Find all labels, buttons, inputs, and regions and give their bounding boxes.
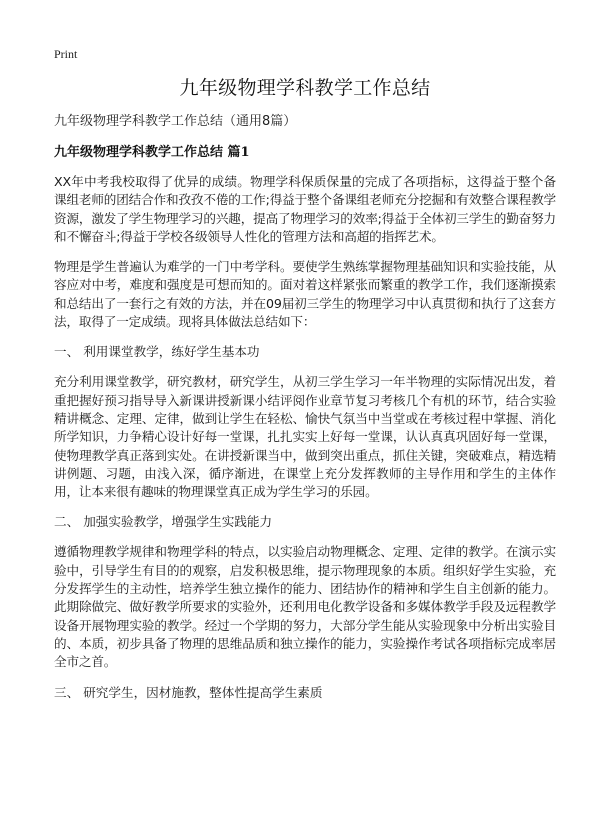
paragraph-classroom-teaching: 充分利用课堂教学，研究教材，研究学生，从初三学生学习一年半物理的实际情况出发，着重把握好预习指导导入新课讲授新课小结评阅作业章节复习考核几个有机的环节，结合实验精讲概念、定理、定律，做到让学生在轻松、愉快气氛当中当堂或在考核过程中掌握、消化所学知识，力争精心设计好每一堂课，扎扎实实上好每一堂课，认认真真巩固好每一堂课，使物理教学真正落到实处。在讲授新课当中，做到突出重点，抓住关键，突破难点，精选精讲例题、习题，由浅入深，循序渐进，在课堂上充分发挥教师的主导作用和学生的主体作用，让本来很有趣味的物理课堂真正成为学生学习的乐园。 <box>54 374 556 500</box>
document-title: 九年级物理学科教学工作总结 <box>179 77 431 99</box>
print-label: Print <box>54 47 78 61</box>
section-heading: 九年级物理学科教学工作总结 篇1 <box>54 145 250 160</box>
subheading-experiment-teaching: 二、 加强实验教学，增强学生实践能力 <box>54 514 273 530</box>
paragraph-overview: 物理是学生普遍认为难学的一门中考学科。要使学生熟练掌握物理基础知识和实验技能，从容应对中考，难度和强度是可想而知的。面对着这样紧张而繁重的教学工作，我们逐渐摸索和总结出了一套行之有效的方法，并在09届初三学生的物理学习中认真贯彻和执行了这套方法，取得了一定成绩。现将具体做法总结如下： <box>54 259 556 330</box>
subheading-student-research: 三、 研究学生，因材施教，整体性提高学生素质 <box>54 684 323 700</box>
paragraph-experiment-teaching: 遵循物理教学规律和物理学科的特点，以实验启动物理概念、定理、定律的教学。在演示实验中，引导学生有目的的观察，启发积极思维，提示物理现象的本质。组织好学生实验，充分发挥学生的主动性，培养学生独立操作的能力、团结协作的精神和学生自主创新的能力。此期除做完、做好教学所要求的实验外，还利用电化教学设备和多媒体教学手段及远程教学设备开展物理实验的教学。经过一个学期的努力，大部分学生能从实验现象中分析出实验目的、本质，初步具备了物理的思维品质和独立操作的能力，实验操作考试各项指标完成率居全市之首。 <box>54 544 556 670</box>
subheading-classroom-teaching: 一、 利用课堂教学，练好学生基本功 <box>54 344 260 360</box>
paragraph-intro: XX年中考我校取得了优异的成绩。物理学科保质保量的完成了各项指标，这得益于整个备课组老师的团结合作和孜孜不倦的工作;得益于整个备课组老师充分挖掘和有效整合课程教学资源，激发了学生物理学习的兴趣，提高了物理学习的效率;得益于全体初三学生的勤奋努力和不懈奋斗;得益于学校各级领导人性化的管理方法和高超的指挥艺术。 <box>54 174 556 244</box>
document-subtitle: 九年级物理学科教学工作总结（通用8篇） <box>54 114 297 129</box>
